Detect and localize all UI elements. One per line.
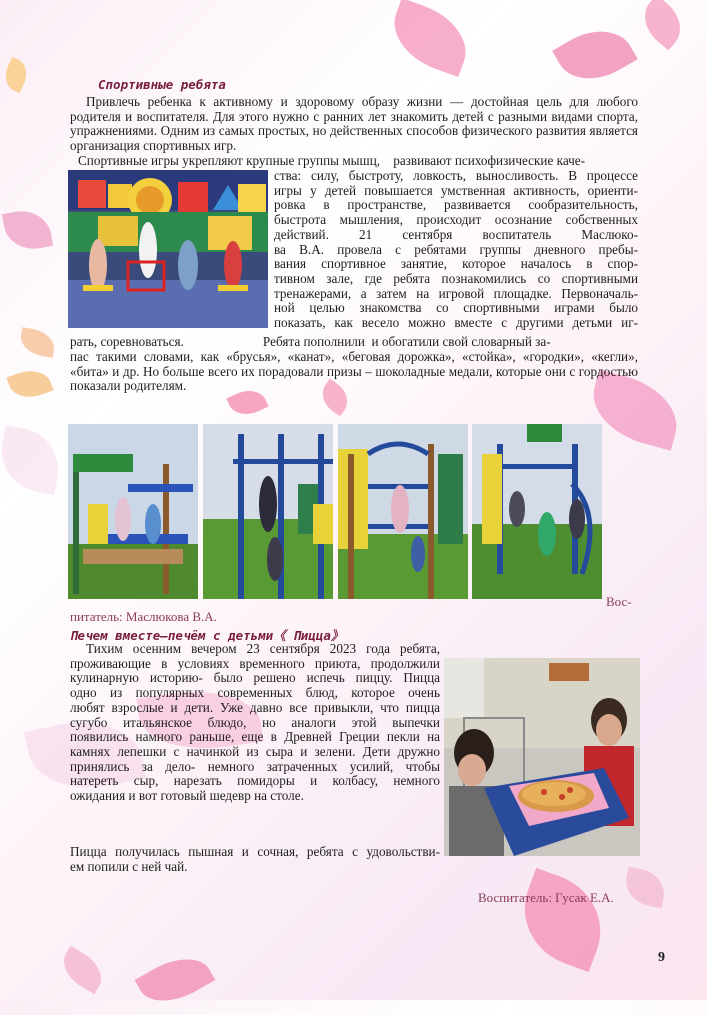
sports-paragraph-full-line: рать, соревноваться. Ребята пополнили и обогатили свой словарный за-: [70, 334, 551, 349]
decor-leaf: [0, 57, 32, 93]
gym-photo: [68, 170, 268, 328]
text-line: быстрота мышления, происходит осознание собственных: [274, 212, 638, 228]
text-line: Пицца получилась пышная и сочная, ребята с удовольстви-: [70, 844, 440, 859]
sports-paragraph-first-line: [70, 154, 638, 169]
sports-paragraph-right-column: [274, 169, 638, 331]
pizza-photo-illustration: [444, 658, 640, 856]
playground-photo-4-illustration: [472, 424, 602, 599]
playground-photo-1: [68, 424, 198, 599]
decor-leaf: [0, 425, 65, 495]
decor-leaf: [509, 868, 616, 972]
text-line: камнях лепешки с начинкой из сыра и зелени. Дети дружно: [70, 743, 440, 759]
sports-signature-part2: питатель: Маслюкова В.А.: [70, 609, 217, 624]
text-line: одно из популярных современных блюд, которое очень: [70, 685, 440, 701]
text-line: появились намного раньше, еще в Древней Греции пекли на: [70, 729, 440, 745]
decor-leaf: [2, 206, 53, 253]
playground-photo-1-illustration: [68, 424, 198, 599]
text-line: тивном зале, где ребята познакомились со спортивными: [274, 270, 638, 286]
text-line: кулинарную историю- было решено испечь пиццу. Пицца: [70, 670, 440, 686]
text-line: вания спортивное занятие, которое началось в спор-: [274, 256, 638, 272]
text-line: действий. 21 сентября воспитатель Маслюко-: [274, 226, 638, 242]
text-line: ем попили с ней чай.: [70, 858, 188, 874]
pizza-closing-paragraph: [70, 845, 440, 874]
decor-leaf: [18, 327, 57, 358]
text-line: тренажерами, а затем на игровой площадке. Первоначаль-: [274, 285, 638, 301]
playground-photo-4: [472, 424, 602, 599]
text-line: ной целью знакомства со спортивными играми было: [274, 300, 638, 316]
text-line: ства: силу, быстроту, ловкость, выносливость. В процессе: [274, 168, 638, 183]
text-line: натереть сыр, нарезать помидоры и колбасу, немного: [70, 773, 440, 789]
text-line: принялись за дело- немного затраченных усилий, чтобы: [70, 758, 440, 774]
decor-leaf: [56, 946, 110, 994]
text-line: ва В.А. провела с ребятами группы дневного пребы-: [274, 241, 638, 257]
decor-leaf: [634, 0, 691, 50]
sports-paragraph-bottom: пас такими словами, как «брусья», «канат», «беговая дорожка», «стойка», «городки», «кегли», «бита» и др. Но больше всего их порадовали призы – шоколадные медали, которые они с гордостью показали родителям.: [70, 349, 638, 394]
playground-photo-2: [203, 424, 333, 599]
sports-paragraph-first-line-part1: Спортивные игры укрепляют крупные группы мышц,: [78, 153, 381, 168]
text-line: проживающие в условиях временного приюта, продолжили: [70, 655, 440, 671]
pizza-signature: Воспитатель: Гусак Е.А.: [478, 890, 614, 905]
sports-article-title: Спортивные ребята: [98, 77, 226, 92]
sports-intro-paragraph: Привлечь ребенка к активному и здоровому образу жизни — достойная цель для любого родителя и воспитателя. Для этого нужно с ранних лет знакомить детей с разными видами спорта, упражнениями. Одним из самых простых, но действенных способов физического развития является организация спортивных игр.: [70, 94, 638, 154]
sports-signature-part1: Вос-: [606, 594, 632, 609]
text-line: ожидания и вот готовый шедевр на столе.: [70, 788, 304, 804]
text-line: ровка в пространстве, развивается сообразительность,: [274, 197, 638, 213]
text-line: показать, как весело можно вместе с другими детьми иг-: [274, 315, 638, 331]
text-line: Тихим осенним вечером 23 сентября 2023 года ребята,: [86, 641, 440, 656]
pizza-paragraph: [70, 642, 440, 804]
playground-photo-2-illustration: [203, 424, 333, 599]
decor-leaf: [135, 945, 216, 1015]
decor-leaf: [552, 16, 638, 94]
text-line: любят взрослые и дети. Уже давно все привыкли, что пицца: [70, 699, 440, 715]
decor-leaf: [6, 364, 53, 404]
sports-paragraph-first-line-part2: развивают психофизические каче-: [393, 153, 586, 168]
playground-photo-3-illustration: [338, 424, 468, 599]
gym-photo-illustration: [68, 170, 268, 328]
pizza-photo: [444, 658, 640, 856]
decor-leaf: [622, 867, 667, 908]
text-line: игры у детей повышается умственная активность, ориенти-: [274, 182, 638, 198]
text-line: сугубо итальянское блюдо, но аналоги этой выпечки: [70, 714, 440, 730]
playground-photo-3: [338, 424, 468, 599]
pizza-article-title: Печем вместе—печём с детьми《 Пицца》: [70, 628, 344, 643]
page-number: 9: [658, 950, 665, 965]
decor-leaf: [383, 0, 477, 77]
